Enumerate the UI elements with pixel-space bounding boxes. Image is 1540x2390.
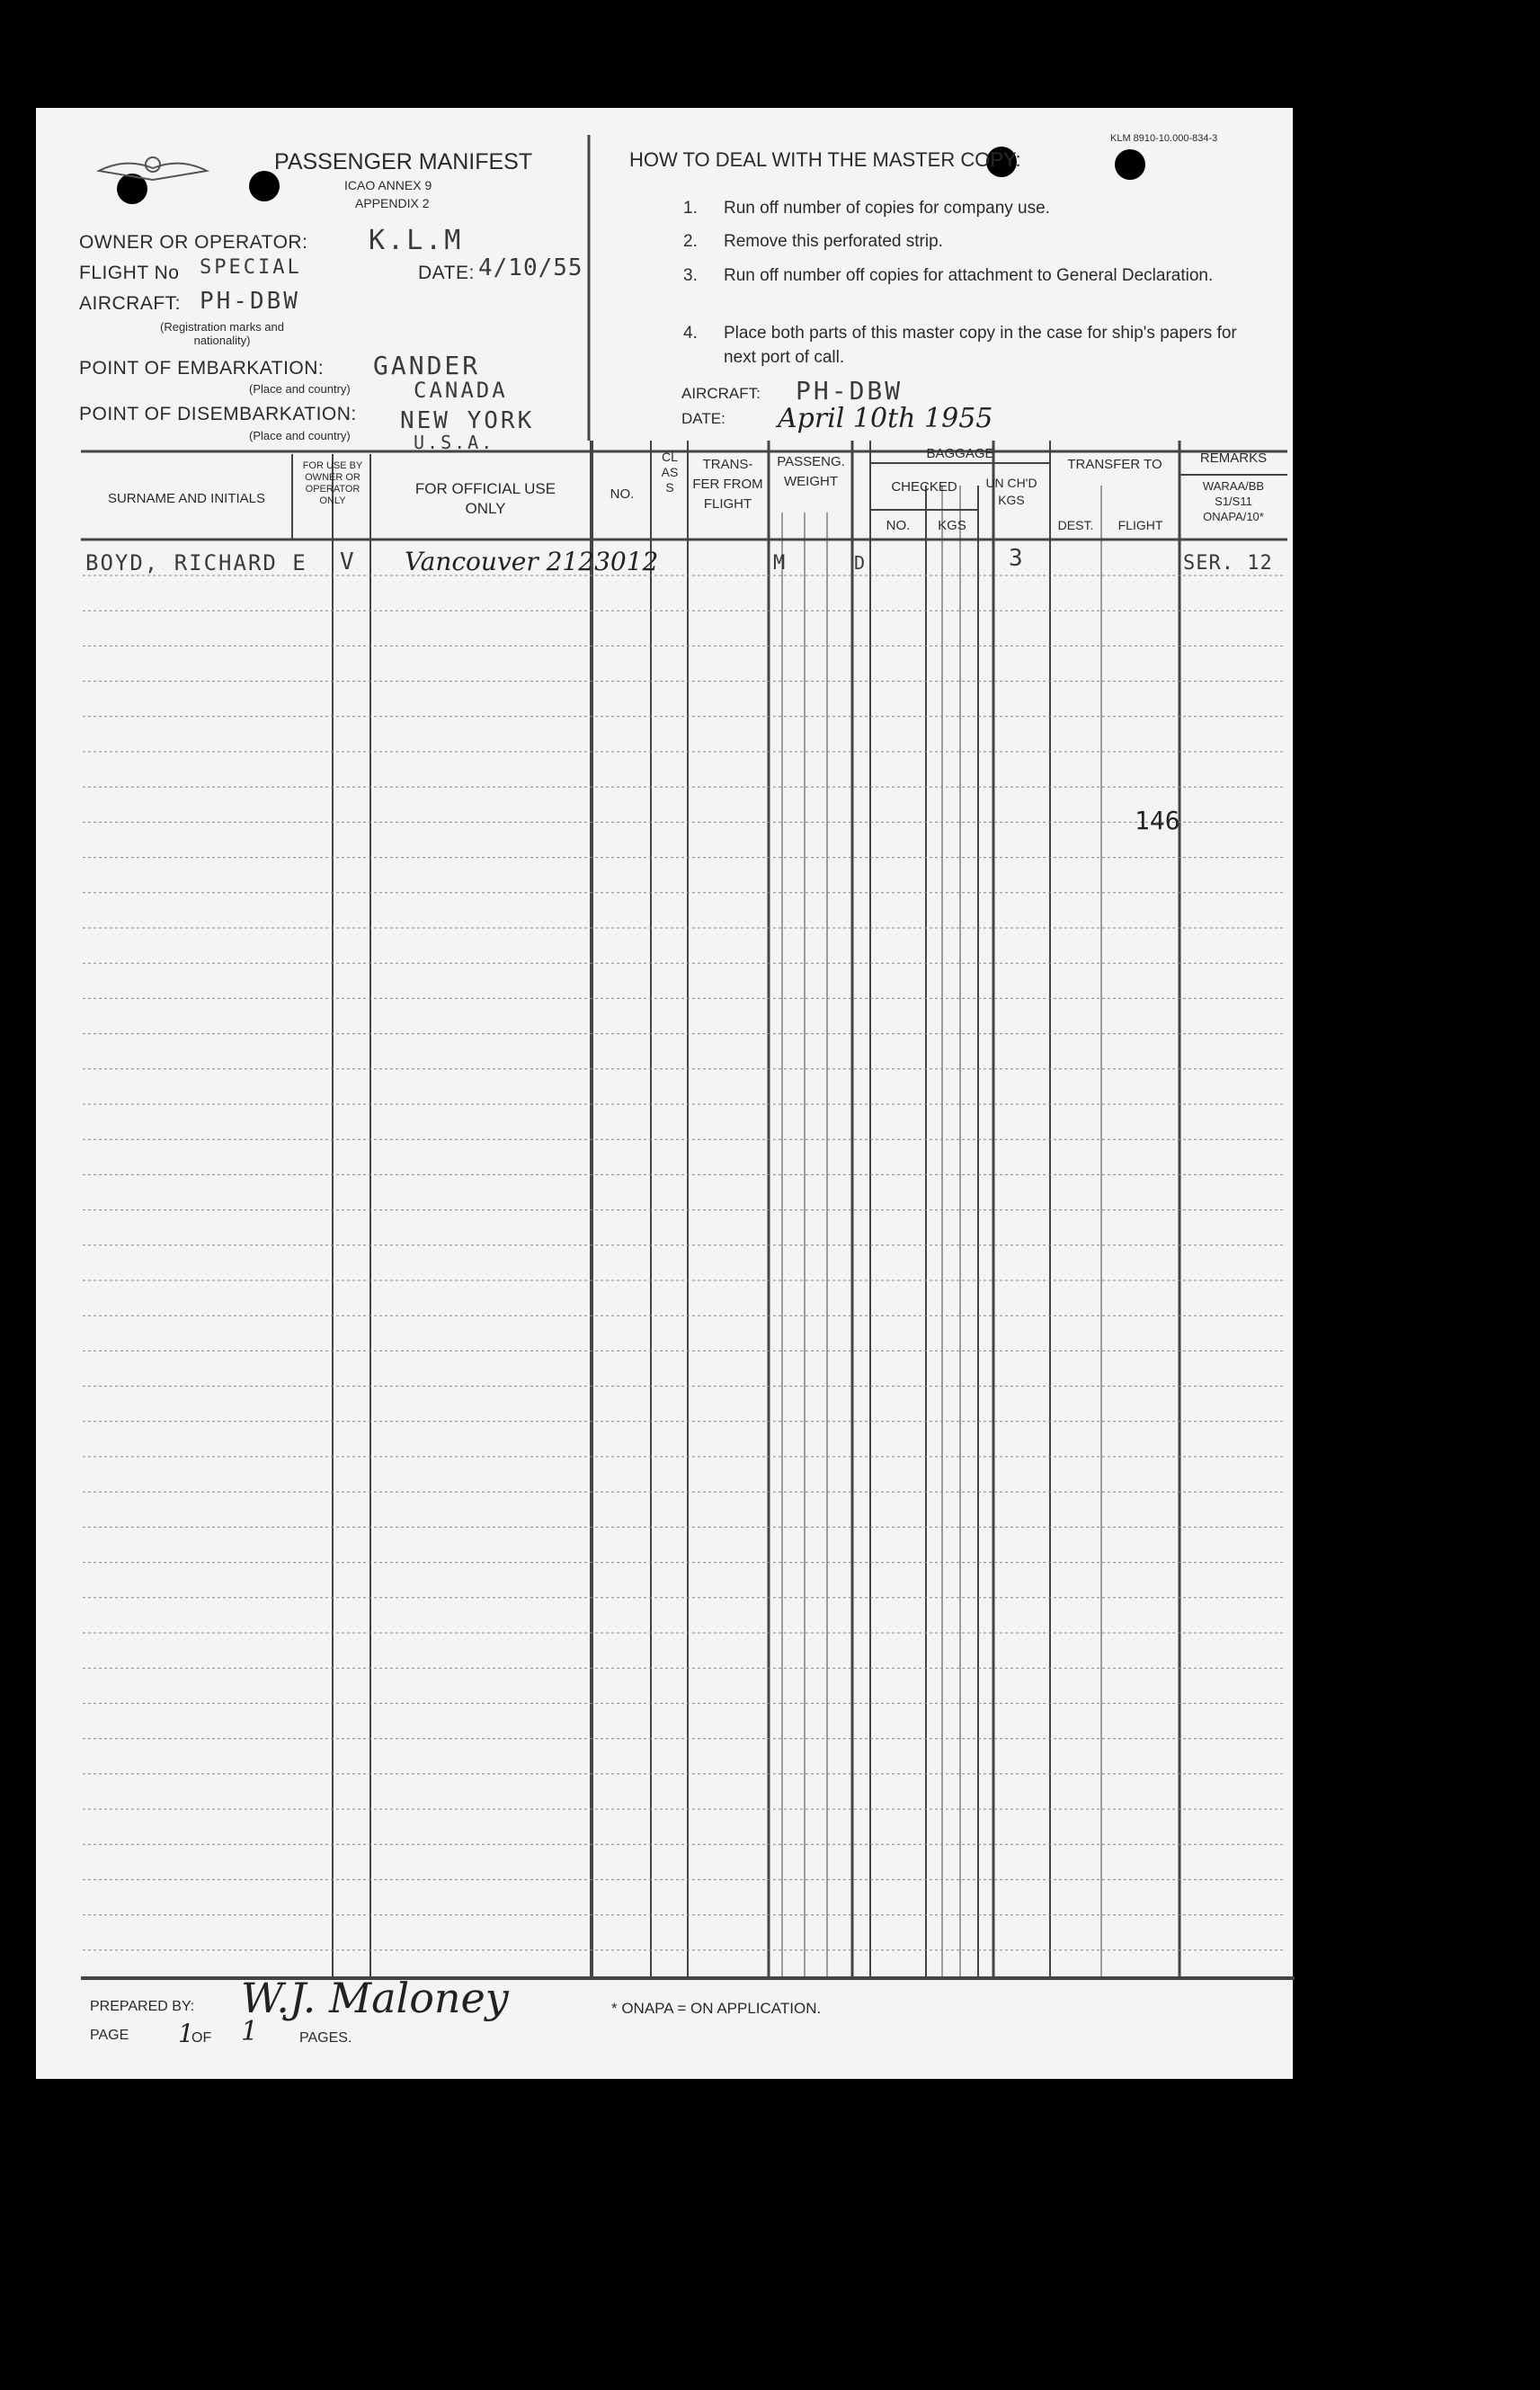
col-checked-no: NO. — [886, 518, 911, 533]
instruction-1-num: 1. — [683, 199, 698, 218]
col-surname: SURNAME AND INITIALS — [107, 491, 266, 506]
instruction-4: Place both parts of this master copy in the case for ship's papers for next port of call. — [724, 324, 1237, 367]
embark-value: GANDER — [373, 351, 481, 380]
stamp-number: 146 — [1135, 806, 1180, 835]
passenger-remarks: SER. 12 — [1183, 552, 1273, 575]
owner-value: K.L.M — [369, 225, 464, 256]
col-dest: DEST. — [1057, 518, 1094, 532]
passenger-mark: D — [854, 552, 868, 574]
disembark-value: NEW YORK — [400, 407, 535, 434]
aircraft-label-right: AIRCRAFT: — [681, 385, 761, 402]
aircraft-label: AIRCRAFT: — [79, 293, 182, 314]
col-checked: CHECKED — [891, 479, 957, 495]
passenger-check: V — [340, 548, 357, 575]
page-label: PAGE — [90, 2028, 129, 2043]
col-passeng-weight: PASSENG. WEIGHT — [777, 454, 845, 489]
col-flight: FLIGHT — [1117, 518, 1163, 532]
col-transfer-to: TRANSFER TO — [1067, 457, 1162, 472]
col-baggage: BAGGAGE — [926, 446, 994, 461]
instruction-4-num: 4. — [683, 324, 698, 343]
col-official: FOR OFFICIAL USE ONLY — [414, 480, 556, 517]
embark-label: POINT OF EMBARKATION: — [79, 358, 325, 379]
instruction-3-num: 3. — [683, 266, 698, 285]
col-class: CLASS — [661, 450, 679, 495]
instruction-1: Run off number of copies for company use. — [724, 199, 1050, 218]
col-for-use: FOR USE BY OWNER OR OPERATOR ONLY — [302, 460, 363, 506]
passenger-unchd-kgs: 3 — [1009, 545, 1026, 572]
flight-label: FLIGHT No — [79, 263, 180, 283]
embark-country: CANADA — [414, 378, 508, 403]
col-remarks: REMARKS — [1199, 450, 1268, 466]
page-value: 1 — [178, 2019, 194, 2048]
passenger-surname: BOYD, RICHARD E — [85, 550, 307, 575]
onapa-note: * ONAPA = ON APPLICATION. — [611, 2000, 822, 2017]
instructions-heading: HOW TO DEAL WITH THE MASTER COPY: — [629, 148, 1021, 171]
appendix-label: APPENDIX 2 — [355, 196, 430, 210]
col-remarks-sub: WARAA/BB S1/S11 ONAPA/10* — [1202, 479, 1265, 523]
prepared-signature: W.J. Maloney — [241, 1974, 509, 2022]
date-label-right: DATE: — [681, 410, 725, 427]
date-value: 4/10/55 — [478, 254, 583, 281]
col-no: NO. — [610, 486, 635, 502]
flight-value: SPECIAL — [200, 256, 302, 279]
form-title: PASSENGER MANIFEST — [274, 149, 533, 174]
registration-note: (Registration marks and nationality) — [160, 320, 284, 347]
klm-logo — [94, 148, 211, 193]
passenger-weight: M — [773, 552, 788, 575]
form-code: KLM 8910-10.000-834-3 — [1110, 133, 1218, 144]
embark-place-note: (Place and country) — [249, 382, 351, 396]
aircraft-value: PH-DBW — [200, 288, 300, 315]
col-checked-kgs: KGS — [938, 518, 966, 533]
date-value-right: April 10th 1955 — [778, 403, 993, 434]
prepared-label: PREPARED BY: — [90, 1999, 195, 2014]
passenger-official: Vancouver 2123012 — [405, 547, 659, 576]
pages-label: PAGES. — [299, 2030, 352, 2046]
owner-label: OWNER OR OPERATOR: — [79, 232, 308, 253]
of-value: 1 — [241, 2016, 259, 2047]
instruction-2: Remove this perforated strip. — [724, 232, 943, 251]
col-unchd-kgs: UN CH'D KGS — [985, 476, 1037, 507]
disembark-country: U.S.A. — [414, 432, 495, 453]
disembark-label: POINT OF DISEMBARKATION: — [79, 404, 357, 424]
col-transfer-from: TRANS-FER FROM FLIGHT — [692, 457, 763, 512]
disembark-place-note: (Place and country) — [249, 429, 351, 442]
instruction-3: Run off number off copies for attachment to General Declaration. — [724, 266, 1214, 285]
annex-label: ICAO ANNEX 9 — [344, 178, 432, 192]
of-label: OF — [191, 2030, 212, 2046]
date-label: DATE: — [418, 263, 475, 283]
instruction-2-num: 2. — [683, 232, 698, 251]
aircraft-value-right: PH-DBW — [796, 376, 904, 406]
